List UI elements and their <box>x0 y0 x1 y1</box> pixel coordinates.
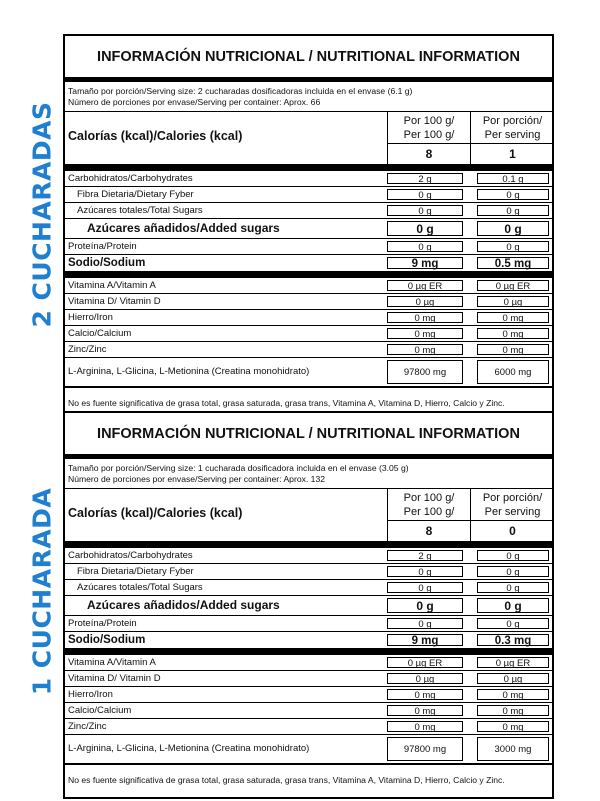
micro-name: Zinc/Zinc <box>68 721 107 732</box>
serving-info <box>65 82 552 112</box>
nutrient-name: Carbohidratos/Carbohydrates <box>68 173 193 184</box>
nutrient-name: Azúcares añadidos/Added sugars <box>87 598 280 612</box>
servings-per-container: Número de porciones por envase/Serving per container: Aprox. 66 <box>68 97 321 107</box>
calories-per100: 8 <box>387 520 470 541</box>
nutrient-serving: 0 g <box>477 221 549 236</box>
nutrient-serving: 0 g <box>477 566 549 577</box>
nutrient-per100: 9 mg <box>387 257 463 269</box>
per-serving-header-line2: Per serving <box>484 506 541 518</box>
nutrient-name: Azúcares totales/Total Sugars <box>77 205 203 216</box>
micro-name: Vitamina A/Vitamin A <box>68 280 156 291</box>
calories-block <box>65 112 552 171</box>
calories-label: Calorías (kcal)/Calories (kcal) <box>68 506 243 520</box>
calories-per100: 8 <box>387 143 470 164</box>
micro-row <box>65 326 552 342</box>
nutrient-row <box>65 255 552 278</box>
micro-serving: 0 mg <box>477 689 549 700</box>
micro-name: Hierro/Iron <box>68 312 113 323</box>
micro-per100: 0 mg <box>387 328 463 339</box>
micro-row <box>65 687 552 703</box>
nutrient-row <box>65 632 552 655</box>
nutrient-per100: 0 g <box>387 618 463 629</box>
nutrient-row <box>65 616 552 632</box>
nutrient-per100: 0 g <box>387 221 463 236</box>
micro-serving: 0 mg <box>477 328 549 339</box>
per100-header <box>387 489 470 520</box>
per100-header-line1: Por 100 g/ <box>403 115 455 127</box>
nutrient-serving: 0 g <box>477 582 549 593</box>
serving-size: Tamaño por porción/Serving size: 1 cucharada dosificadora incluida en el envase (3.05 g) <box>68 463 409 473</box>
nutrient-name: Sodio/Sodium <box>68 257 146 269</box>
nutrient-row <box>65 219 552 239</box>
micro-per100: 0 mg <box>387 689 463 700</box>
nutrient-name: Carbohidratos/Carbohydrates <box>68 550 193 561</box>
micro-name: Calcio/Calcium <box>68 705 132 716</box>
nutrient-serving: 0.5 mg <box>477 257 549 269</box>
per100-header-line2: Per 100 g/ <box>403 506 455 518</box>
per100-header-line1: Por 100 g/ <box>403 492 455 504</box>
micro-row <box>65 278 552 294</box>
per-serving-header <box>470 489 554 520</box>
micro-per100: 0 mg <box>387 312 463 323</box>
nutrient-row <box>65 596 552 616</box>
nutrient-serving: 0 g <box>477 618 549 629</box>
nutrient-row <box>65 548 552 564</box>
side-label-text: 2 CUCHARADAS <box>27 100 57 328</box>
nutrient-row <box>65 239 552 255</box>
footnote: No es fuente significativa de grasa total, grasa saturada, grasa trans, Vitamina A, Vitamina D, Hierro, Calcio y Zinc. <box>68 775 505 785</box>
micro-per100: 0 µg ER <box>387 280 463 291</box>
panel-title: INFORMACIÓN NUTRICIONAL / NUTRITIONAL INFORMATION <box>65 36 552 82</box>
nutrient-per100: 9 mg <box>387 634 463 646</box>
servings-per-container: Número de porciones por envase/Serving per container: Aprox. 132 <box>68 474 326 484</box>
nutrition-panel-2-scoops <box>63 34 554 422</box>
micro-row <box>65 655 552 671</box>
serving-size: Tamaño por porción/Serving size: 2 cucharadas dosificadoras incluida en el envase (6.1 g) <box>68 86 413 96</box>
per100-header <box>387 112 470 143</box>
micro-name: Hierro/Iron <box>68 689 113 700</box>
nutrient-name: Proteína/Protein <box>68 241 137 252</box>
micro-name: Vitamina A/Vitamin A <box>68 657 156 668</box>
micro-per100: 0 mg <box>387 344 463 355</box>
footnote: No es fuente significativa de grasa total, grasa saturada, grasa trans, Vitamina A, Vitamina D, Hierro, Calcio y Zinc. <box>68 398 505 408</box>
nutrient-name: Azúcares añadidos/Added sugars <box>87 221 280 235</box>
per100-header-line2: Per 100 g/ <box>403 129 455 141</box>
micro-serving: 0 µg <box>477 296 549 307</box>
micro-serving: 0 mg <box>477 705 549 716</box>
micro-name: L-Arginina, L-Glicina, L-Metionina (Creatina monohidrato) <box>68 366 310 377</box>
micro-row <box>65 358 552 388</box>
nutrient-name: Sodio/Sodium <box>68 634 146 646</box>
micro-per100: 97800 mg <box>387 360 463 384</box>
nutrient-per100: 0 g <box>387 566 463 577</box>
nutrient-serving: 0 g <box>477 205 549 216</box>
per-serving-header <box>470 112 554 143</box>
micro-serving: 0 mg <box>477 721 549 732</box>
micro-serving: 0 mg <box>477 312 549 323</box>
nutrient-row <box>65 564 552 580</box>
nutrient-serving: 0 g <box>477 598 549 613</box>
micro-per100: 0 µg ER <box>387 657 463 668</box>
nutrient-row <box>65 171 552 187</box>
micro-name: Vitamina D/ Vitamin D <box>68 673 161 684</box>
micro-row <box>65 719 552 735</box>
nutrient-name: Azúcares totales/Total Sugars <box>77 582 203 593</box>
nutrient-per100: 0 g <box>387 582 463 593</box>
calories-label: Calorías (kcal)/Calories (kcal) <box>68 129 243 143</box>
micro-per100: 0 mg <box>387 721 463 732</box>
micro-serving: 6000 mg <box>477 360 549 384</box>
micro-per100: 97800 mg <box>387 737 463 761</box>
micro-serving: 0 µg <box>477 673 549 684</box>
micro-serving: 3000 mg <box>477 737 549 761</box>
nutrient-serving: 0 g <box>477 241 549 252</box>
nutrient-serving: 0 g <box>477 189 549 200</box>
calories-serving: 0 <box>470 520 554 541</box>
micro-name: Vitamina D/ Vitamin D <box>68 296 161 307</box>
micro-name: L-Arginina, L-Glicina, L-Metionina (Creatina monohidrato) <box>68 743 310 754</box>
calories-block <box>65 489 552 548</box>
calories-serving: 1 <box>470 143 554 164</box>
micro-name: Zinc/Zinc <box>68 344 107 355</box>
micro-serving: 0 µg ER <box>477 280 549 291</box>
micro-per100: 0 µg <box>387 296 463 307</box>
micro-serving: 0 mg <box>477 344 549 355</box>
panel-title: INFORMACIÓN NUTRICIONAL / NUTRITIONAL INFORMATION <box>65 413 552 459</box>
micro-row <box>65 294 552 310</box>
nutrient-per100: 0 g <box>387 241 463 252</box>
micro-per100: 0 µg <box>387 673 463 684</box>
nutrient-per100: 0 g <box>387 189 463 200</box>
micro-serving: 0 µg ER <box>477 657 549 668</box>
serving-info <box>65 459 552 489</box>
micro-row <box>65 310 552 326</box>
nutrient-row <box>65 187 552 203</box>
micro-row <box>65 703 552 719</box>
nutrition-panel-1-scoop <box>63 411 554 799</box>
nutrient-serving: 0.1 g <box>477 173 549 184</box>
nutrient-row <box>65 580 552 596</box>
nutrient-serving: 0 g <box>477 550 549 561</box>
side-label-1-cucharada <box>22 411 62 771</box>
nutrient-name: Fibra Dietaria/Dietary Fyber <box>77 189 194 200</box>
per-serving-header-line1: Por porción/ <box>482 492 543 504</box>
nutrient-per100: 0 g <box>387 205 463 216</box>
nutrient-name: Proteína/Protein <box>68 618 137 629</box>
nutrient-name: Fibra Dietaria/Dietary Fyber <box>77 566 194 577</box>
micro-per100: 0 mg <box>387 705 463 716</box>
side-label-2-cucharadas <box>22 34 62 394</box>
nutrient-per100: 0 g <box>387 598 463 613</box>
nutrient-per100: 2 g <box>387 173 463 184</box>
micro-row <box>65 671 552 687</box>
micro-row <box>65 735 552 765</box>
side-label-text: 1 CUCHARADA <box>27 487 57 695</box>
nutrient-row <box>65 203 552 219</box>
micro-row <box>65 342 552 358</box>
nutrient-per100: 2 g <box>387 550 463 561</box>
per-serving-header-line2: Per serving <box>484 129 541 141</box>
nutrient-serving: 0.3 mg <box>477 634 549 646</box>
micro-name: Calcio/Calcium <box>68 328 132 339</box>
per-serving-header-line1: Por porción/ <box>482 115 543 127</box>
